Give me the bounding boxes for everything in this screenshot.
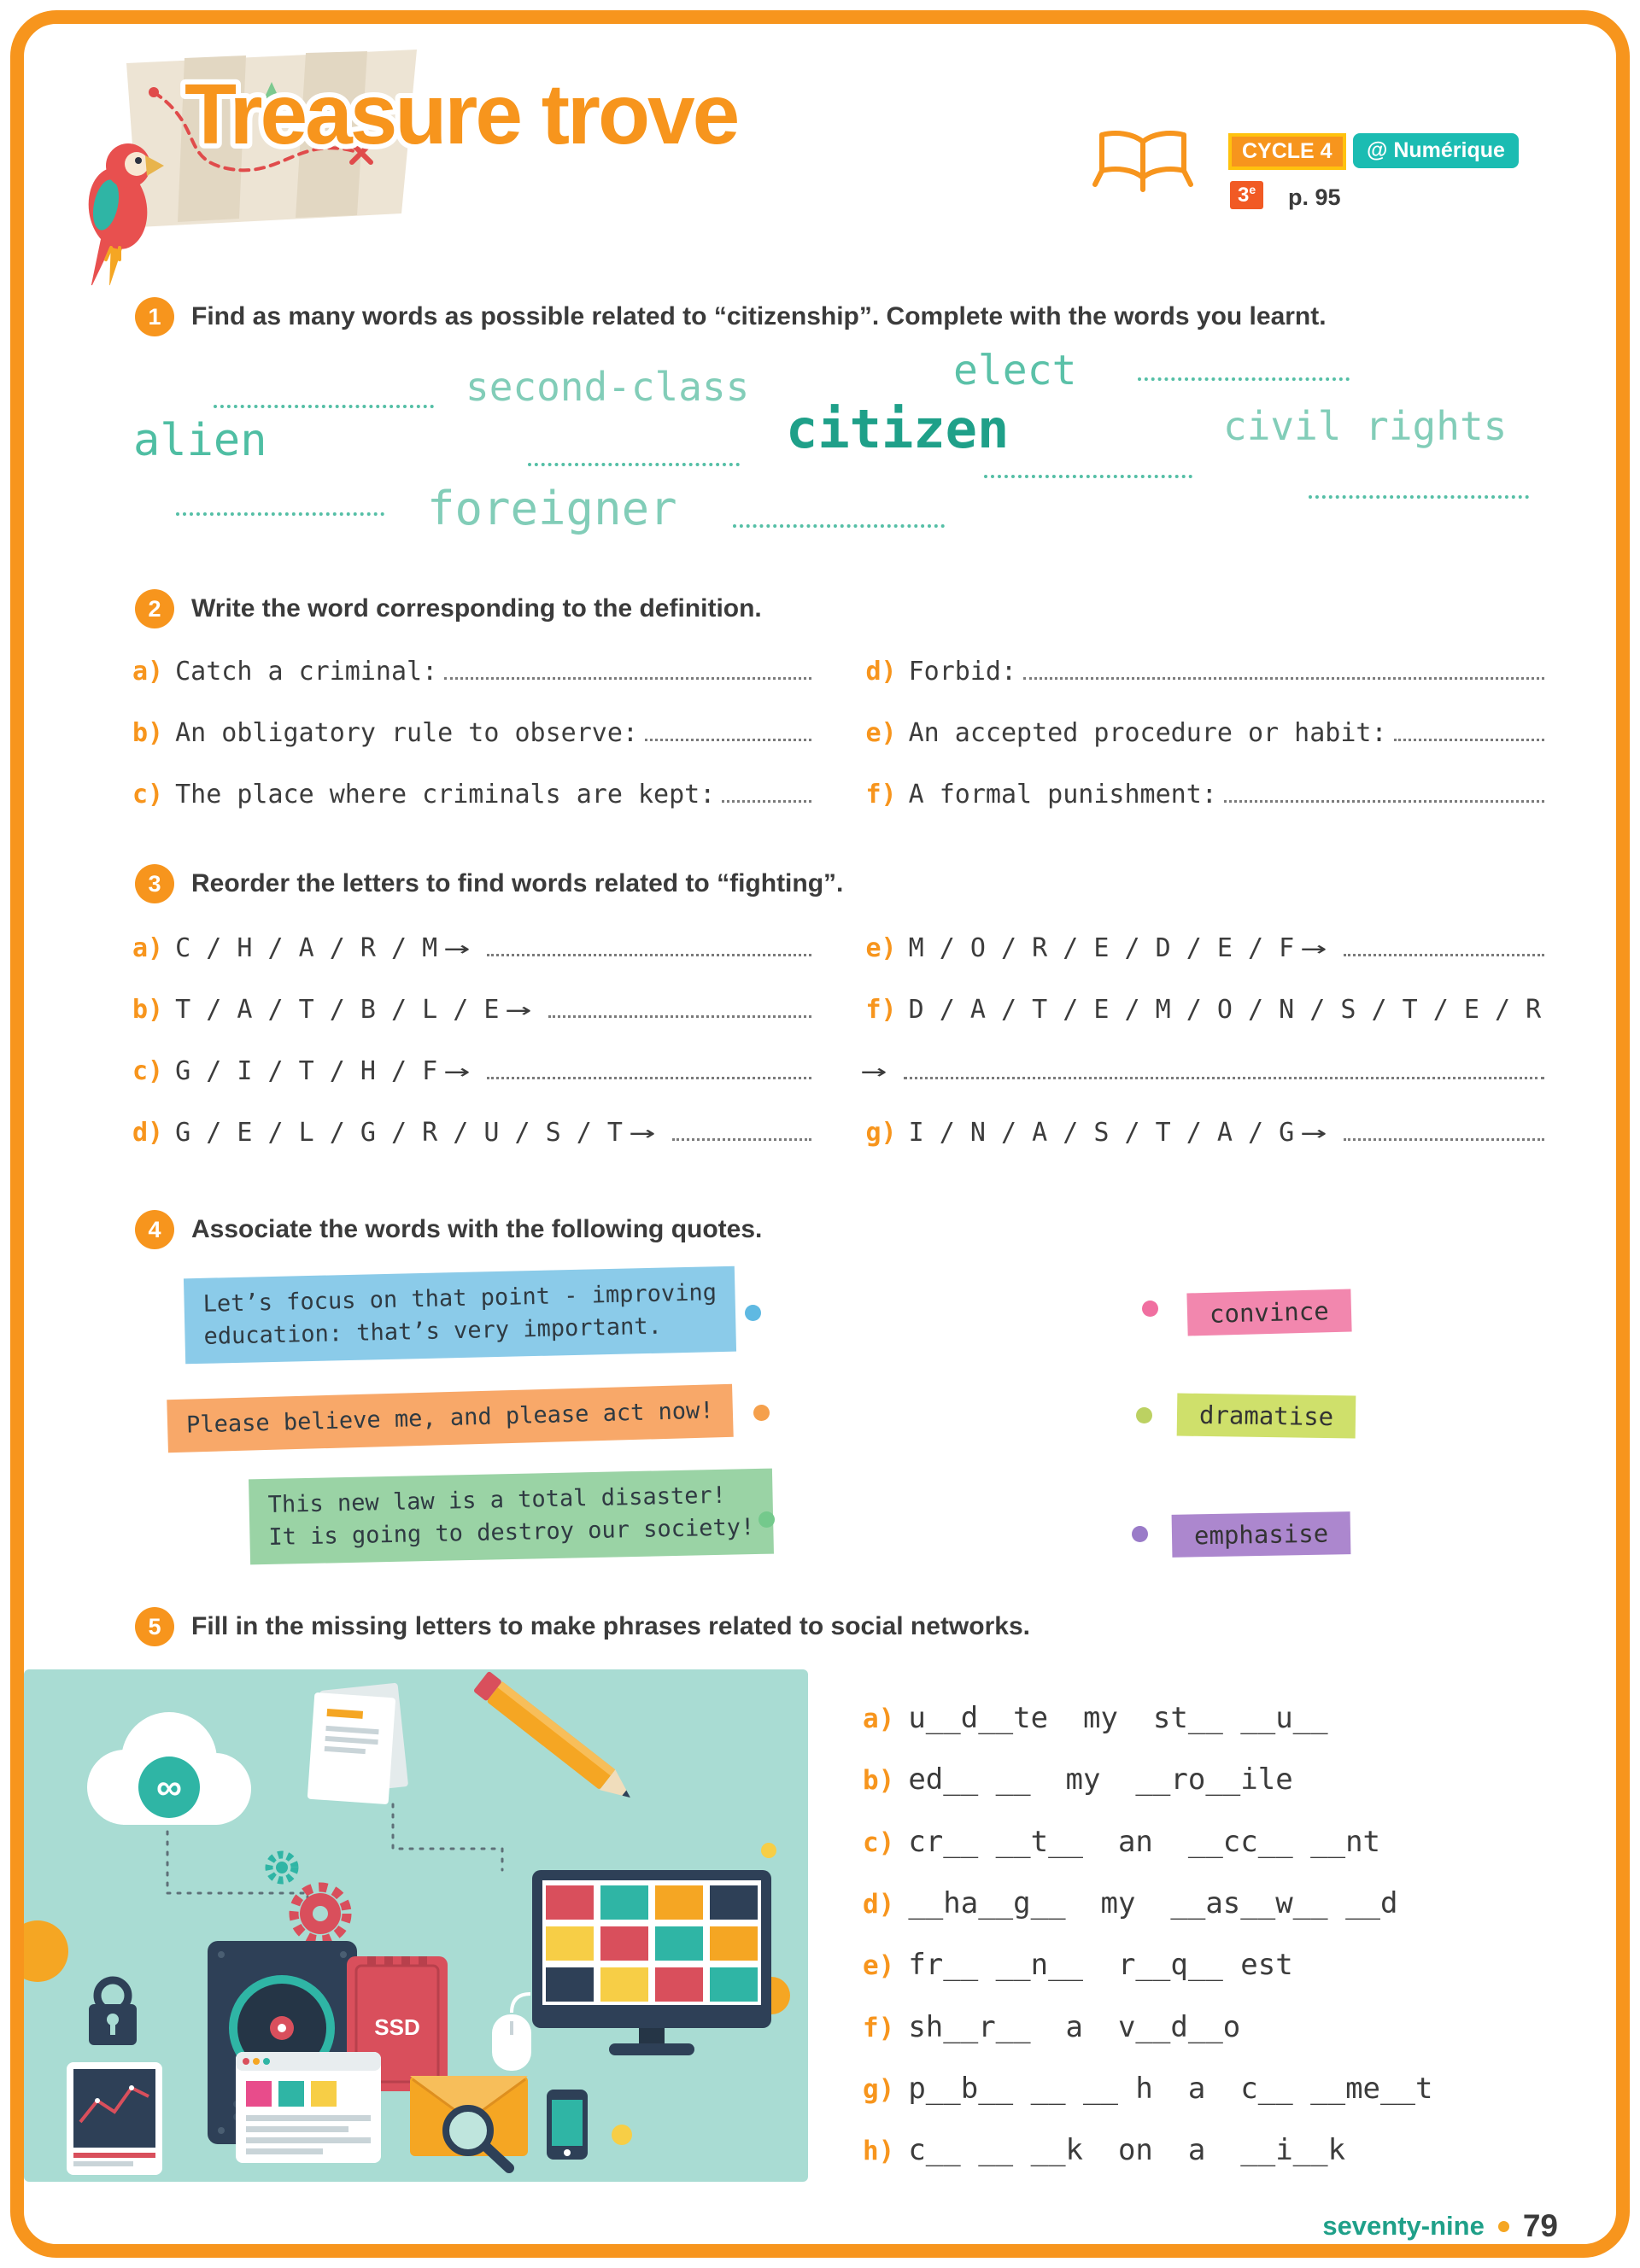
answer-blank[interactable] (487, 954, 811, 956)
answer-blank[interactable] (1394, 739, 1544, 741)
match-dot[interactable] (758, 1511, 775, 1528)
answer-blank[interactable] (176, 512, 384, 516)
item-label: a) (132, 657, 164, 687)
arrow-icon: → (1300, 933, 1327, 963)
item-label: f) (863, 2013, 895, 2043)
item-letters: I / N / A / S / T / A / G (908, 1118, 1295, 1148)
match-dot[interactable] (1132, 1526, 1148, 1542)
fill-in-phrase[interactable]: ed__ __ my __ro__ile (908, 1762, 1293, 1797)
social-networks-illustration (24, 1667, 808, 2184)
item-text: An obligatory rule to observe: (175, 718, 638, 748)
phrase-item (863, 2072, 1432, 2106)
definition-item (866, 709, 1545, 748)
phrase-item (863, 1886, 1397, 1920)
answer-card (1172, 1511, 1351, 1558)
smartphone-icon (67, 2062, 162, 2175)
item-letters: T / A / T / B / L / E (175, 995, 500, 1025)
vocab-word-alien: alien (133, 415, 267, 466)
quote-line: This new law is a total disaster! (267, 1482, 727, 1518)
answer-word: dramatise (1198, 1400, 1334, 1432)
level-sup: e (1249, 183, 1256, 196)
match-dot[interactable] (1136, 1407, 1152, 1423)
exercise2-header (135, 589, 762, 628)
answer-word: emphasise (1193, 1518, 1329, 1551)
anagram-item (132, 1108, 811, 1148)
item-label: c) (132, 780, 164, 810)
level-badge (1230, 181, 1263, 209)
vocab-word-civil-rights: civil rights (1223, 403, 1508, 449)
definition-item (866, 770, 1545, 810)
answer-blank[interactable] (1344, 954, 1544, 956)
item-letters: M / O / R / E / D / E / F (908, 933, 1295, 963)
arrow-icon: → (443, 933, 471, 963)
browser-window-icon (236, 2052, 381, 2163)
yellow-dot (761, 1843, 776, 1858)
ssd-label: SSD (374, 2014, 420, 2040)
item-text: An accepted procedure or habit: (908, 718, 1387, 748)
answer-blank[interactable] (904, 1077, 1544, 1079)
answer-blank[interactable] (528, 463, 740, 466)
quote-card (184, 1266, 737, 1365)
answer-blank[interactable] (1138, 377, 1350, 381)
item-label: f) (865, 995, 897, 1025)
phrase-item (863, 1762, 1293, 1797)
answer-blank[interactable] (487, 1077, 811, 1079)
item-label: g) (863, 2074, 895, 2105)
exercise-instruction: Fill in the missing letters to make phrases related to social networks. (191, 1612, 1030, 1640)
ex3-anagrams (132, 924, 1544, 1170)
fill-in-phrase[interactable]: cr__ __t__ an __cc__ __nt (908, 1825, 1381, 1859)
footer-dot (1498, 2221, 1509, 2232)
infinity-icon: ∞ (156, 1767, 182, 1807)
exercise-number-badge: 4 (135, 1210, 174, 1249)
ex3-left-column (132, 924, 811, 1170)
quote-card (167, 1384, 733, 1453)
item-text: A formal punishment: (908, 780, 1217, 810)
item-label: d) (863, 1889, 895, 1920)
numerique-badge[interactable]: @ Numérique (1353, 133, 1519, 168)
item-label: e) (863, 1950, 895, 1981)
anagram-item (132, 985, 811, 1025)
anagram-item (866, 1108, 1545, 1148)
exercise-instruction: Associate the words with the following quotes. (191, 1215, 763, 1243)
anagram-item (866, 985, 1545, 1025)
item-label: b) (132, 995, 164, 1025)
exercise4-header (135, 1210, 762, 1249)
answer-blank[interactable] (722, 800, 811, 803)
exercise-number-badge: 5 (135, 1607, 174, 1646)
item-letters: G / E / L / G / R / U / S / T (175, 1118, 623, 1148)
yellow-dot (612, 2125, 632, 2145)
arrow-icon: → (860, 1056, 887, 1086)
quote-line: Let’s focus on that point - improving (202, 1279, 718, 1318)
fill-in-phrase[interactable]: u__d__te my st__ __u__ (908, 1701, 1328, 1735)
answer-blank[interactable] (214, 405, 434, 408)
vocab-word-elect: elect (953, 347, 1077, 395)
page-reference: p. 95 (1288, 184, 1341, 210)
arrow-icon: → (629, 1118, 656, 1148)
match-dot[interactable] (1142, 1301, 1158, 1317)
phrase-item (863, 2010, 1240, 2044)
arrow-icon: → (1300, 1118, 1327, 1148)
definition-item (132, 647, 811, 687)
item-text: Catch a criminal: (175, 657, 438, 687)
ex3-right-column (860, 924, 1545, 1170)
phrase-item (863, 2133, 1345, 2167)
quote-line: Please believe me, and please act now! (185, 1397, 715, 1439)
page-number-word: seventy-nine (1322, 2211, 1485, 2241)
page-number: 79 (1522, 2208, 1558, 2243)
answer-card (1186, 1289, 1351, 1336)
definition-item (132, 770, 811, 810)
definition-item (866, 647, 1545, 687)
exercise-instruction: Write the word corresponding to the definition. (191, 594, 762, 623)
ex2-left-column (132, 647, 811, 832)
page-title-text: Treasure trove (184, 67, 738, 162)
fill-in-phrase[interactable]: p__b__ __ __ h a c__ __me__t (908, 2072, 1433, 2106)
answer-blank[interactable] (444, 677, 811, 680)
item-label: c) (863, 1827, 895, 1858)
vocab-word-foreigner: foreigner (427, 482, 677, 535)
vocab-word-citizen: citizen (786, 398, 1010, 460)
item-label: b) (132, 718, 164, 748)
item-label: a) (132, 933, 164, 963)
quote-line: It is going to destroy our society! (268, 1514, 755, 1551)
anagram-item (132, 924, 811, 963)
answer-blank[interactable] (1224, 800, 1544, 803)
phrase-item (863, 1825, 1380, 1859)
definition-item (132, 709, 811, 748)
vocab-word-second-class: second-class (466, 364, 750, 410)
item-label: b) (863, 1765, 895, 1796)
item-letters: C / H / A / R / M (175, 933, 438, 963)
answer-blank[interactable] (548, 1015, 811, 1018)
anagram-item (132, 1047, 811, 1086)
exercise1-header (135, 297, 1327, 336)
arrow-icon: → (443, 1056, 471, 1086)
item-label: f) (865, 780, 897, 810)
item-label: c) (132, 1056, 164, 1086)
item-text: The place where criminals are kept: (175, 780, 716, 810)
answer-blank[interactable] (1344, 1138, 1544, 1141)
exercise5-header (135, 1607, 1030, 1646)
quote-line: education: that’s very important. (203, 1312, 663, 1350)
ex2-definitions (132, 647, 1544, 832)
exercise-instruction: Find as many words as possible related to “citizenship”. Complete with the words you learnt. (191, 302, 1327, 330)
item-text: Forbid: (908, 657, 1017, 687)
answer-blank[interactable] (1023, 677, 1544, 680)
exercise-instruction: Reorder the letters to find words related to “fighting”. (191, 869, 844, 897)
fill-in-phrase[interactable]: c__ __ __k on a __i__k (908, 2133, 1346, 2167)
cycle-badge: CYCLE 4 (1228, 133, 1346, 170)
item-label: a) (863, 1704, 895, 1734)
arrow-icon: → (506, 995, 532, 1025)
item-label: d) (132, 1118, 164, 1148)
item-label: g) (865, 1118, 897, 1148)
item-label: d) (865, 657, 897, 687)
exercise-number-badge: 1 (135, 297, 174, 336)
ex1-wordcloud (0, 342, 1640, 572)
exercise-number-badge: 2 (135, 589, 174, 628)
page-footer (1322, 2208, 1558, 2244)
match-dot[interactable] (745, 1305, 761, 1321)
answer-blank[interactable] (733, 524, 945, 528)
fill-in-phrase[interactable]: __ha__g__ my __as__w__ __d (908, 1886, 1398, 1920)
small-phone-icon (547, 2090, 588, 2160)
phrase-item (863, 1701, 1328, 1735)
exercise3-header (135, 864, 843, 903)
answer-word: convince (1209, 1296, 1330, 1329)
answer-card (1177, 1394, 1356, 1439)
fill-in-phrase[interactable]: fr__ __n__ r__q__ est (908, 1948, 1293, 1982)
quote-card (249, 1469, 774, 1565)
item-letters: G / I / T / H / F (175, 1056, 438, 1086)
anagram-item (866, 924, 1545, 963)
monitor-icon (532, 1870, 771, 2055)
ex2-right-column (866, 647, 1545, 832)
page-title (179, 48, 999, 176)
fill-in-phrase[interactable]: sh__r__ a v__d__o (908, 2010, 1241, 2044)
anagram-item-continuation (860, 1047, 1545, 1086)
answer-blank[interactable] (672, 1138, 811, 1141)
item-label: e) (865, 933, 897, 963)
header-badges (1076, 126, 1606, 220)
item-letters: D / A / T / E / M / O / N / S / T / E / R (908, 995, 1542, 1025)
match-dot[interactable] (753, 1405, 770, 1421)
level-number: 3 (1238, 184, 1250, 207)
answer-blank[interactable] (645, 739, 811, 741)
answer-blank[interactable] (984, 475, 1192, 478)
exercise-number-badge: 3 (135, 864, 174, 903)
phrase-item (863, 1948, 1293, 1982)
document-icon (308, 1683, 408, 1805)
item-label: e) (865, 718, 897, 748)
answer-blank[interactable] (1309, 495, 1529, 499)
open-book-icon (1092, 126, 1194, 195)
item-label: h) (863, 2136, 895, 2166)
